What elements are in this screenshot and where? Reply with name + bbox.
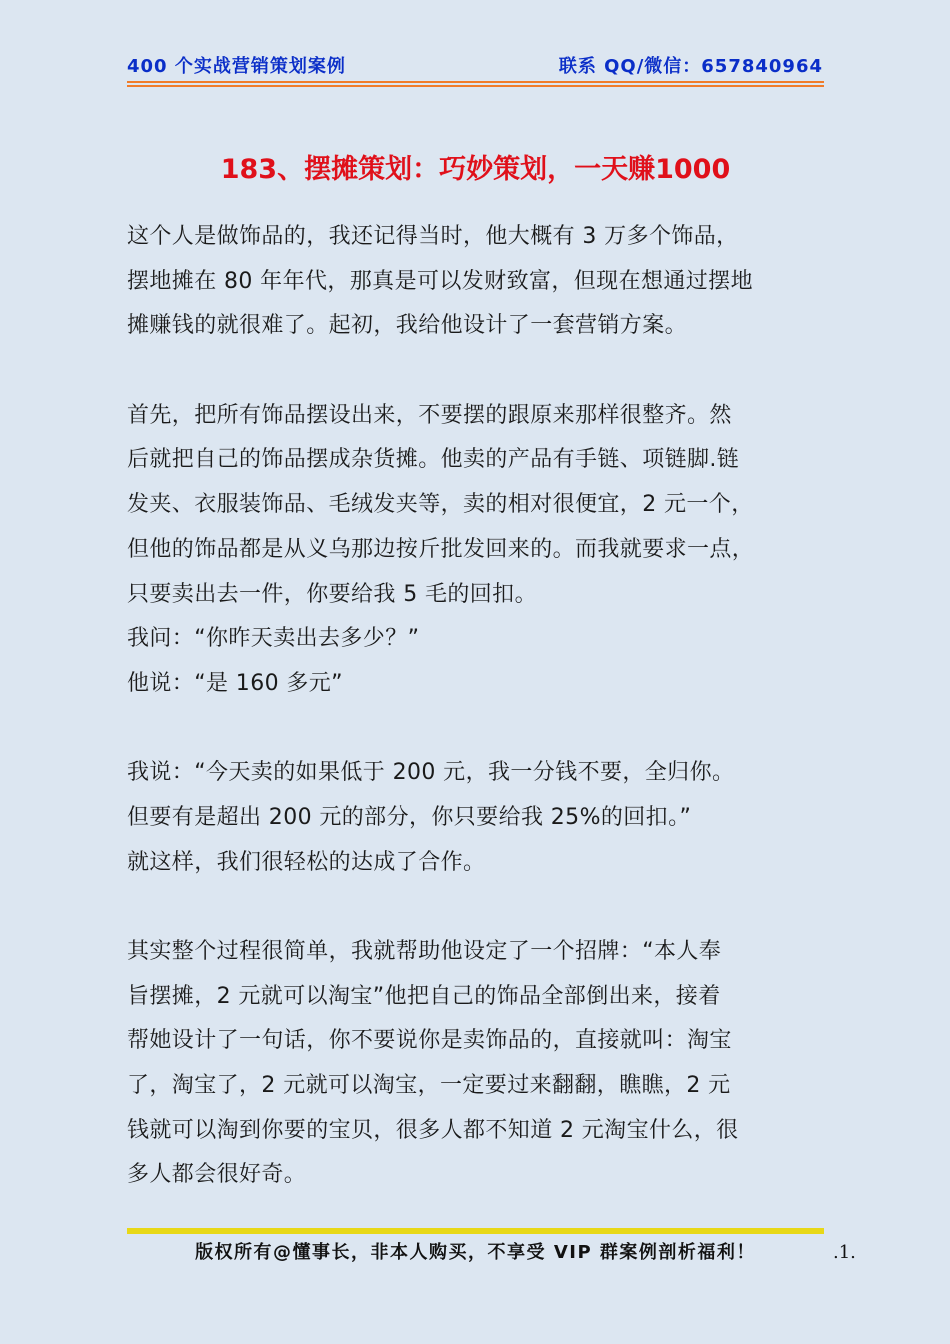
body-line: 摊赚钱的就很难了。起初，我给他设计了一套营销方案。 xyxy=(127,313,688,339)
body-line: 但他的饰品都是从义乌那边按斤批发回来的。而我就要求一点， xyxy=(127,536,755,562)
header-series-title: 400 个实战营销策划案例 xyxy=(127,56,346,77)
body-line: 只要卖出去一件，你要给我 5 毛的回扣。 xyxy=(127,581,537,607)
body-line: 其实整个过程很简单，我就帮助他设定了一个招牌：“本人奉 xyxy=(127,939,722,964)
footer-copyright: 版权所有@懂事长，非本人购买，不享受 VIP 群案例剖析福利！ xyxy=(195,1242,756,1263)
body-line: 就这样，我们很轻松的达成了合作。 xyxy=(127,849,486,875)
header-divider-bottom xyxy=(127,85,824,87)
page-number: .1. xyxy=(833,1242,856,1263)
body-line: 旨摆摊，2 元就可以淘宝”他把自己的饰品全部倒出来，接着 xyxy=(127,983,721,1009)
body-line: 摆地摊在 80 年年代，那真是可以发财致富，但现在想通过摆地 xyxy=(127,268,753,294)
body-line: 钱就可以淘到你要的宝贝，很多人都不知道 2 元淘宝什么，很 xyxy=(127,1117,739,1143)
body-line: 我说：“今天卖的如果低于 200 元，我一分钱不要，全归你。 xyxy=(127,760,735,786)
article-body xyxy=(127,215,827,1198)
body-line: 帮她设计了一句话，你不要说你是卖饰品的，直接就叫：淘宝 xyxy=(127,1028,732,1054)
body-blank-line xyxy=(127,885,827,930)
header-contact: 联系 QQ/微信：657840964 xyxy=(558,56,823,77)
body-line: 后就把自己的饰品摆成杂货摊。他卖的产品有手链、项链脚.链 xyxy=(127,447,740,473)
body-line: 他说：“是 160 多元” xyxy=(127,670,343,696)
body-line: 但要有是超出 200 元的部分，你只要给我 25%的回扣。” xyxy=(127,804,692,830)
article-title: 183、摆摊策划：巧妙策划，一天赚1000 xyxy=(220,154,731,185)
body-line: 这个人是做饰品的，我还记得当时，他大概有 3 万多个饰品， xyxy=(127,224,739,249)
body-line: 了，淘宝了，2 元就可以淘宝，一定要过来翻翻，瞧瞧，2 元 xyxy=(127,1073,731,1099)
footer-divider xyxy=(127,1228,824,1234)
body-line: 多人都会很好奇。 xyxy=(127,1162,307,1188)
page-header xyxy=(127,52,823,82)
body-line: 我问：“你昨天卖出去多少？” xyxy=(127,626,420,652)
header-divider-top xyxy=(127,81,824,83)
body-blank-line xyxy=(127,349,827,394)
body-blank-line xyxy=(127,707,827,752)
body-line: 首先，把所有饰品摆设出来，不要摆的跟原来那样很整齐。然 xyxy=(127,402,732,428)
body-line: 发夹、衣服装饰品、毛绒发夹等，卖的相对很便宜，2 元一个， xyxy=(127,492,754,518)
